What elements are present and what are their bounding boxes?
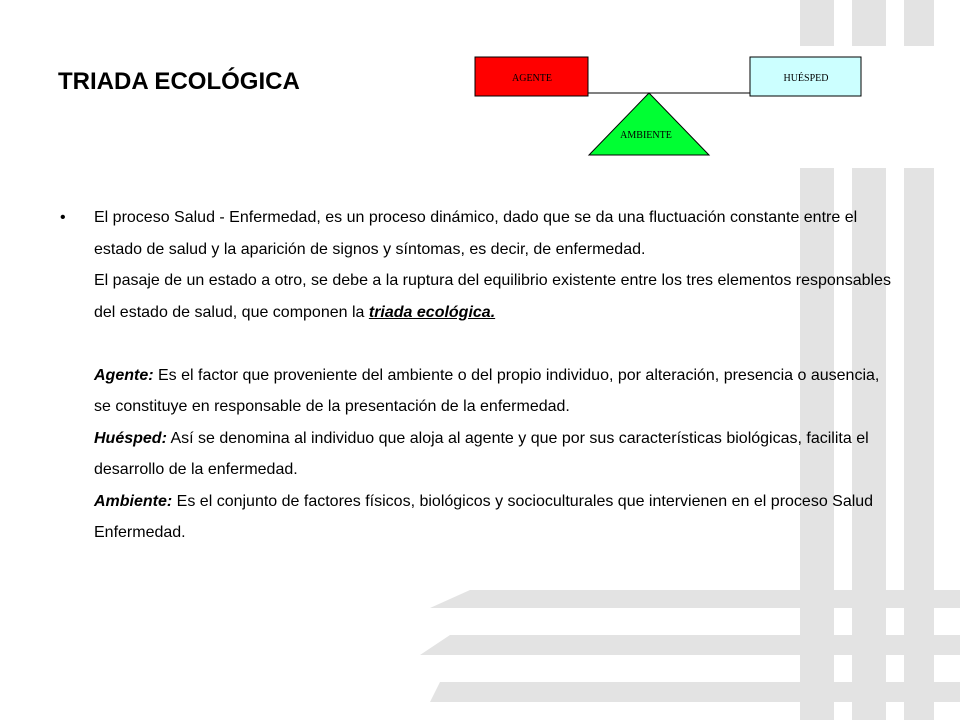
deco-diagonal-band xyxy=(430,590,960,608)
second-paragraph-text: El pasaje de un estado a otro, se debe a la ruptura del equilibrio existente entre los tres elementos responsables del estado de salud, que componen la xyxy=(94,272,891,321)
intro-paragraph: El proceso Salud - Enfermedad, es un proceso dinámico, dado que se da una fluctuación constante entre el estado de salud y la aparición de signos y síntomas, es decir, de enfermedad. xyxy=(94,209,858,258)
definition-text: Es el factor que proveniente del ambiente o del propio individuo, por alteración, presencia o ausencia, se constituye en responsable de la presentación de la enfermedad. xyxy=(94,366,880,415)
definition-term: Agente: xyxy=(94,366,154,384)
slide-title: TRIADA ECOLÓGICA xyxy=(58,68,300,95)
definition-text: Así se denomina al individuo que aloja al agente y que por sus características biológicas, facilita el desarrollo de la enfermedad. xyxy=(94,429,869,478)
environment-label: AMBIENTE xyxy=(620,130,672,141)
definition-term: Huésped: xyxy=(94,429,167,447)
definition-text: Es el conjunto de factores físicos, biológicos y socioculturales que intervienen en el proceso Salud Enfermedad. xyxy=(94,492,874,541)
definition-agent xyxy=(94,360,900,423)
triad-link[interactable]: triada ecológica. xyxy=(368,303,496,321)
bullet-icon: • xyxy=(60,209,66,226)
slide-content xyxy=(60,202,900,549)
second-paragraph xyxy=(94,265,900,328)
paragraph-gap xyxy=(94,328,900,360)
bullet-body xyxy=(94,202,900,549)
environment-triangle xyxy=(589,93,709,155)
definition-term: Ambiente: xyxy=(94,492,173,510)
definition-environment xyxy=(94,486,900,549)
deco-diagonal-band xyxy=(420,635,960,655)
deco-diagonal-band xyxy=(430,682,960,702)
definition-host xyxy=(94,423,900,486)
triad-diagram xyxy=(0,0,960,170)
host-label: HUÉSPED xyxy=(783,73,829,84)
agent-label: AGENTE xyxy=(512,73,552,84)
bullet-item xyxy=(60,202,900,549)
